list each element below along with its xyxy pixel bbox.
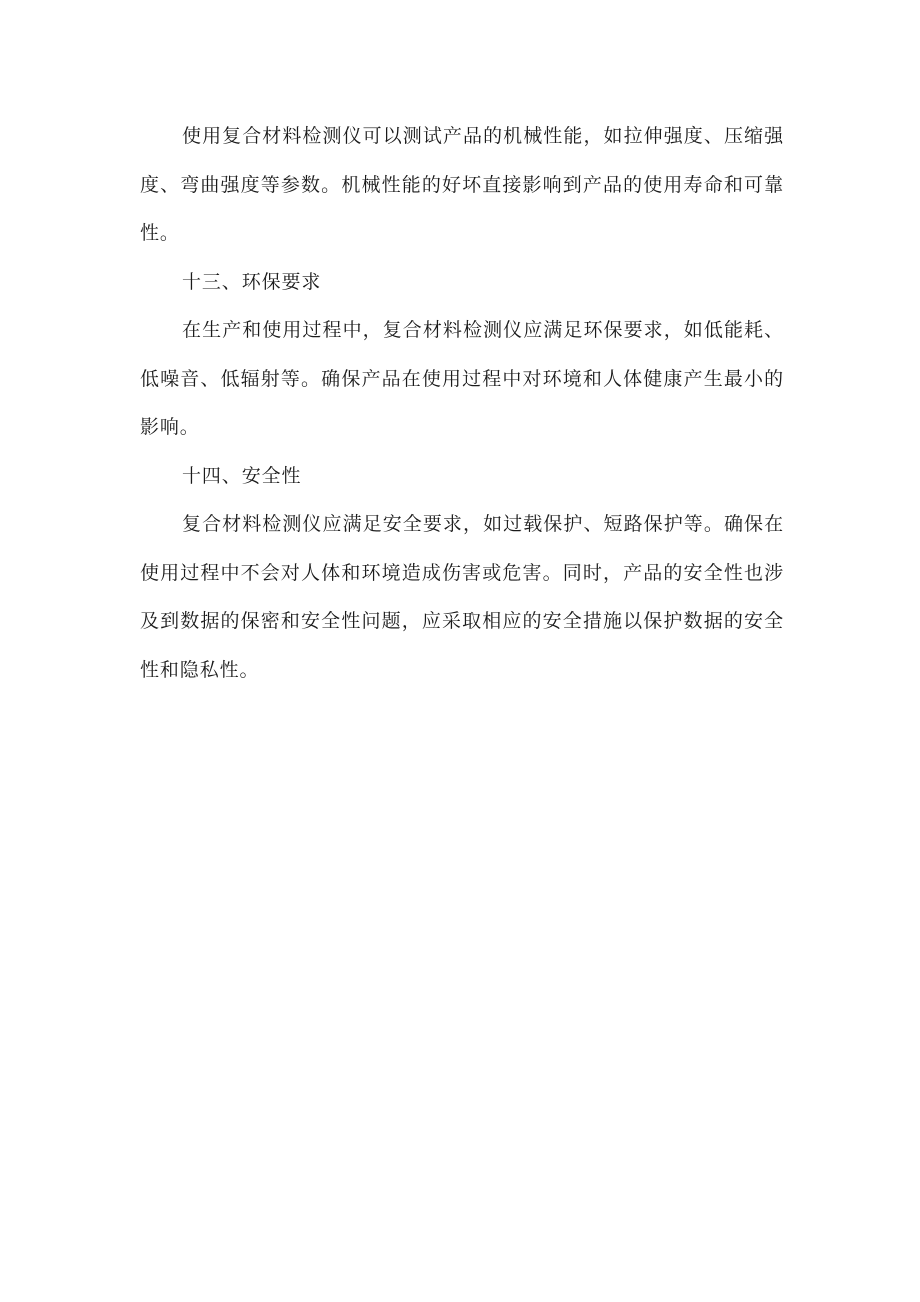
paragraph-mechanical-properties: 使用复合材料检测仪可以测试产品的机械性能，如拉伸强度、压缩强度、弯曲强度等参数。机械性能的好坏直接影响到产品的使用寿命和可靠性。 bbox=[140, 125, 784, 244]
section-heading-environmental: 十三、环保要求 bbox=[182, 270, 322, 293]
paragraph-environmental-requirements: 在生产和使用过程中，复合材料检测仪应满足环保要求，如低能耗、低噪音、低辐射等。确保产品在使用过程中对环境和人体健康产生最小的影响。 bbox=[140, 319, 784, 438]
paragraph-safety-requirements: 复合材料检测仪应满足安全要求，如过载保护、短路保护等。确保在使用过程中不会对人体和环境造成伤害或危害。同时，产品的安全性也涉及到数据的保密和安全性问题，应采取相应的安全措施以保护数据的安全性和隐私性。 bbox=[140, 513, 784, 681]
section-heading-safety: 十四、安全性 bbox=[182, 464, 302, 487]
document-body bbox=[140, 112, 784, 694]
